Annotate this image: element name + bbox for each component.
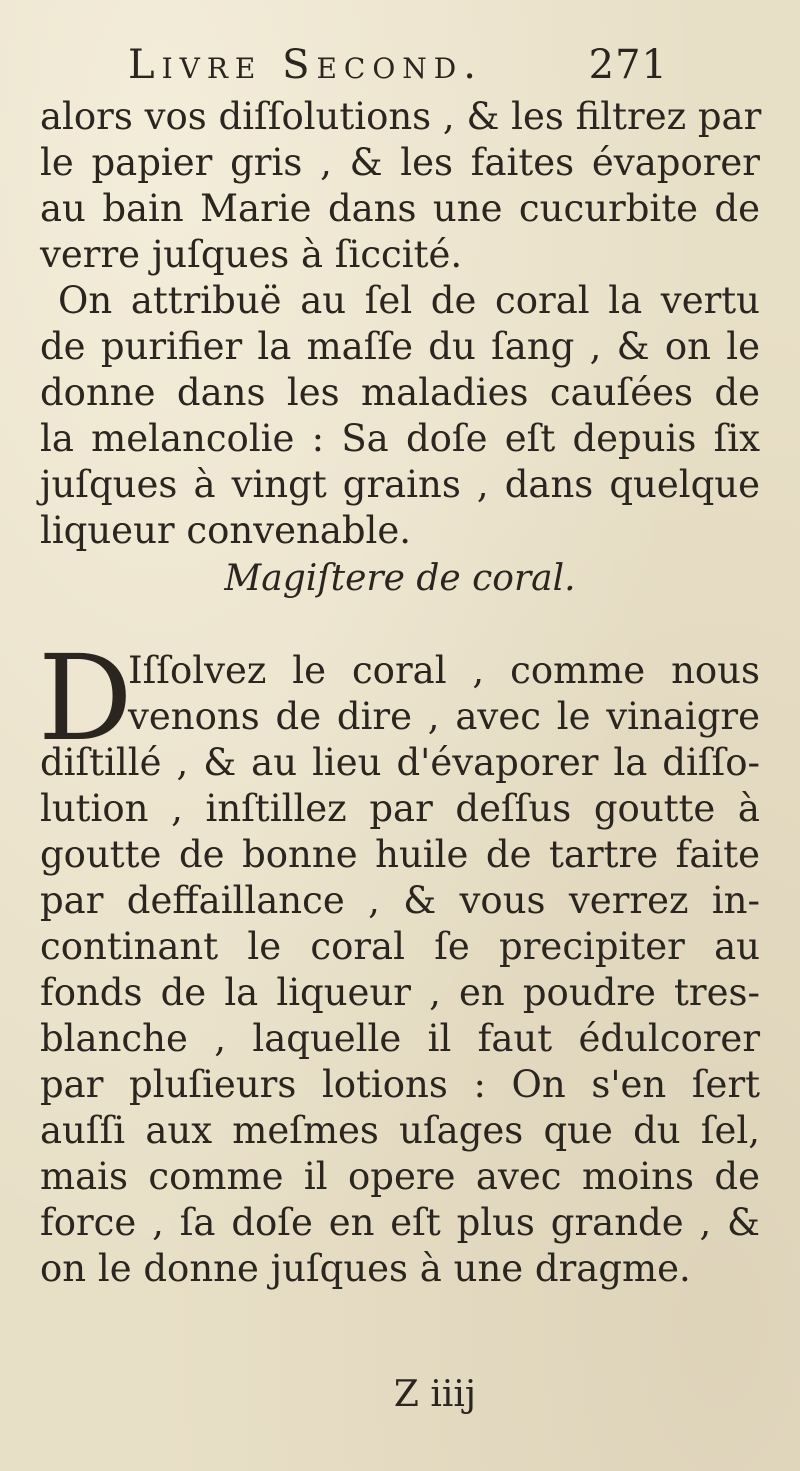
text-line: diſtillé , & au lieu d'évaporer la diſſo- [40,741,760,784]
text-line: force , ſa doſe en eſt plus grande , & [40,1201,760,1244]
text-line: de purifier la maſſe du ſang , & on le [40,325,760,368]
text-line: par pluſieurs lotions : On s'en ſert [40,1063,760,1106]
text-line: au bain Marie dans une cucurbite de [40,187,760,230]
text-line: On attribuë au ſel de coral la vertu [58,279,760,322]
text-line: blanche , laquelle il faut édulcorer [40,1017,760,1060]
text-line: verre juſques à ſiccité. [40,233,463,276]
signature-mark: Z iiij [393,1374,477,1415]
text-line: alors vos diſſolutions , & les filtrez par [40,95,762,138]
page-number: 271 [588,42,668,88]
running-head [128,40,668,90]
text-line: le papier gris , & les faites évaporer [40,141,760,184]
text-line: continant le coral ſe precipiter au [40,925,760,968]
text-line: goutte de bonne huile de tartre faite [40,833,760,876]
text-line: liqueur convenable. [40,509,412,552]
text-line: lution , inſtillez par deſſus goutte à [40,787,760,830]
text-line: la melancolie : Sa doſe eſt depuis ſix [40,417,760,460]
text-line: donne dans les maladies cauſées de [40,371,760,414]
section-heading: Magiſtere de coral. [224,558,576,599]
drop-cap: D [38,629,133,767]
text-line: on le donne juſques à une dragme. [40,1247,691,1290]
text-line: mais comme il opere avec moins de [40,1155,760,1198]
text-line: auſſi aux meſmes uſages que du ſel, [40,1109,760,1152]
text-line: par deffaillance , & vous verrez in- [40,879,760,922]
running-head-title: Livre Second. [128,42,483,88]
text-line: venons de dire , avec le vinaigre [128,695,760,738]
text-line: fonds de la liqueur , en poudre tres- [40,971,760,1014]
text-line: juſques à vingt grains , dans quelque [40,463,760,506]
text-line: Iſſolvez le coral , comme nous [128,649,760,692]
